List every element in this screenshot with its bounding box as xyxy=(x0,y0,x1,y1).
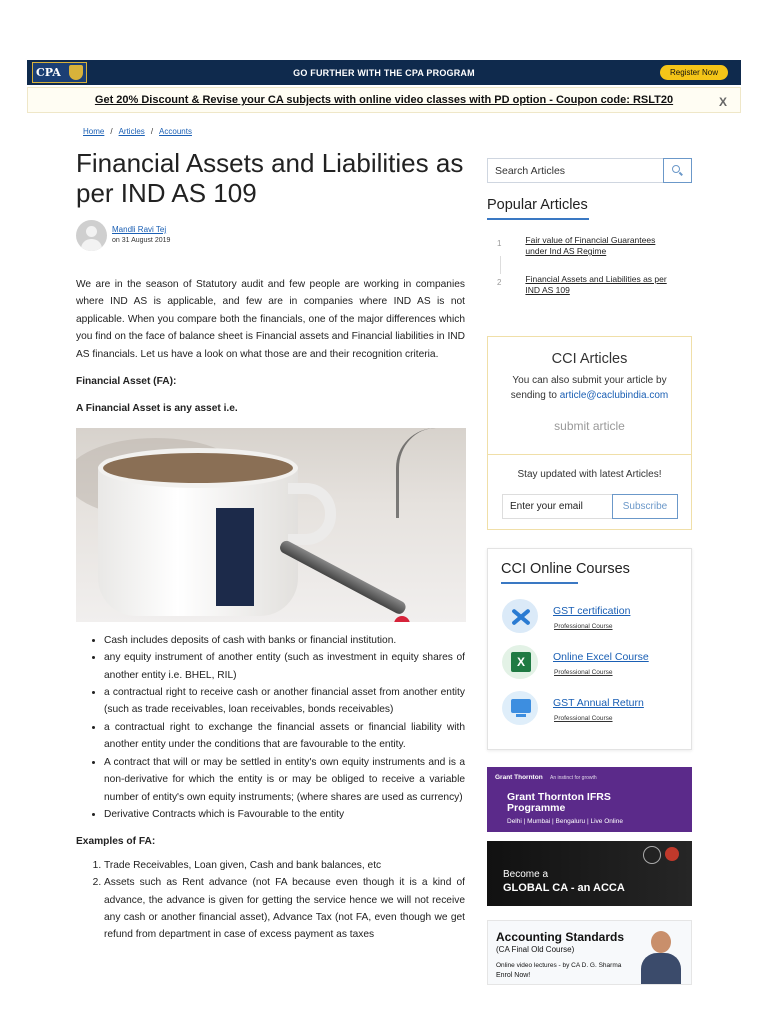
course-item-gst-certification[interactable] xyxy=(502,599,682,633)
search-input[interactable] xyxy=(487,158,663,183)
search-button[interactable] xyxy=(663,158,692,183)
submit-email-link[interactable]: article@caclubindia.com xyxy=(559,390,669,401)
ad-title: Grant Thornton IFRS Programme xyxy=(507,791,611,814)
image-glasses xyxy=(396,428,466,518)
scissors-icon xyxy=(502,599,538,633)
course-link[interactable]: Online Excel Course xyxy=(553,651,649,663)
course-tag[interactable]: Professional Course xyxy=(554,715,613,722)
ad-text: Become a xyxy=(503,869,549,880)
online-courses-title: CCI Online Courses xyxy=(501,561,630,577)
article-body xyxy=(76,276,465,944)
cpa-headline: GO FURTHER WITH THE CPA PROGRAM xyxy=(293,67,475,78)
submit-article-link[interactable]: submit article xyxy=(554,419,625,433)
heading-underline xyxy=(501,582,578,584)
ad-badge-icon xyxy=(643,846,661,864)
list-item: • Cash includes deposits of cash with banks or financial institution. xyxy=(104,632,465,649)
popular-article-number: 2 xyxy=(497,278,502,287)
list-item: • any equity instrument of another entity (such as investment in equity shares of another entity i.e. BHEL, RIL) xyxy=(104,649,465,684)
ad-badge-icon xyxy=(665,847,679,861)
cpa-promo-banner[interactable] xyxy=(27,60,741,85)
discount-link[interactable]: Get 20% Discount & Revise your CA subjects with online video classes with PD option - Coupon code: RSLT20 xyxy=(94,94,674,106)
avatar-head xyxy=(86,226,97,237)
newsletter-text: Stay updated with latest Articles! xyxy=(517,469,662,480)
financial-asset-list xyxy=(76,632,465,823)
cci-articles-title: CCI Articles xyxy=(551,351,628,367)
course-link[interactable]: GST certification xyxy=(553,605,631,617)
heading-financial-asset: Financial Asset (FA): xyxy=(76,376,177,388)
image-cup-handle xyxy=(288,483,336,545)
popular-article-link[interactable]: Financial Assets and Liabilities as per IND AS 109 xyxy=(525,274,667,295)
course-tag[interactable]: Professional Course xyxy=(554,623,613,630)
list-item: 2. Assets such as Rent advance (not FA because even though it is a kind of advance, the advance is given for getting the service hence we will not receive any cash or another financial asset), Advance Tax (not FA, even though we get refund from department in case of excess payment as taxes xyxy=(104,874,465,944)
ad-brand: Grant Thornton xyxy=(495,774,543,781)
ad-subtitle: (CA Final Old Course) xyxy=(496,945,575,954)
ad-accounting-standards[interactable] xyxy=(487,920,692,985)
breadcrumb-articles[interactable]: Articles xyxy=(118,127,145,136)
ad-cities: Delhi | Mumbai | Bengaluru | Live Online xyxy=(507,818,623,825)
list-item: 1. Trade Receivables, Loan given, Cash and bank balances, etc xyxy=(104,857,465,874)
ad-text: Online video lectures - by CA D. G. Sharma xyxy=(496,962,622,969)
heading-financial-asset-definition: A Financial Asset is any asset i.e. xyxy=(76,403,238,415)
popular-article-item[interactable] xyxy=(497,274,677,296)
ad-title: GLOBAL CA - an ACCA xyxy=(503,882,625,894)
course-link[interactable]: GST Annual Return xyxy=(553,697,644,709)
image-cup-label xyxy=(216,508,254,606)
image-cup-rim xyxy=(98,448,298,488)
excel-icon: X xyxy=(502,645,538,679)
search-icon xyxy=(672,165,683,176)
cpa-logo xyxy=(32,62,87,83)
cpa-logo-text: CPA xyxy=(36,66,61,79)
course-item-online-excel[interactable] xyxy=(502,645,682,679)
popular-articles-heading: Popular Articles xyxy=(487,197,588,213)
author-link[interactable]: Mandli Ravi Tej xyxy=(112,225,167,234)
publish-date: on 31 August 2019 xyxy=(112,237,171,244)
list-item: • a contractual right to exchange the financial assets or financial liability with another entity under the conditions that are favourable to the entity. xyxy=(104,719,465,754)
cpa-crest-icon xyxy=(69,65,83,80)
subscribe-button[interactable]: Subscribe xyxy=(612,494,678,519)
email-field[interactable] xyxy=(502,494,613,519)
close-icon[interactable]: X xyxy=(718,95,727,109)
instructor-photo xyxy=(641,929,681,984)
list-item: • a contractual right to receive cash or another financial asset from another entity (such as trade receivables, loan receivables, bonds receivables) xyxy=(104,684,465,719)
online-courses-box xyxy=(487,548,692,750)
ad-acca[interactable] xyxy=(487,841,692,906)
article-intro: We are in the season of Statutory audit and few people are working in companies where IND AS is applicable, and few are in companies where IND AS is not applicable. When you compare both the financials, one of the major differences which you find on the face of balance sheet is Financial assets and Financial liabilities in IND AS financials. Let us have a look on what those are and their recognition criteria. xyxy=(76,279,465,360)
avatar xyxy=(76,220,107,251)
image-pen-tip xyxy=(394,616,410,622)
ad-title: Accounting Standards xyxy=(496,930,625,944)
examples-list xyxy=(76,857,465,944)
cci-articles-box xyxy=(487,336,692,530)
search-box xyxy=(487,158,692,183)
heading-underline xyxy=(487,218,589,220)
discount-bar xyxy=(27,87,741,113)
popular-article-number: 1 xyxy=(497,239,502,248)
ad-tagline: An instinct for growth xyxy=(550,775,597,781)
register-now-button[interactable]: Register Now xyxy=(660,65,728,80)
course-tag[interactable]: Professional Course xyxy=(554,669,613,676)
popular-article-item[interactable] xyxy=(497,235,677,257)
list-item: • A contract that will or may be settled in entity's own equity instruments and is a non-derivative for which the entity is or may be obliged to receive a variable number of entity's own equity instruments; (where shares are used as currency) xyxy=(104,754,465,806)
popular-article-link[interactable]: Fair value of Financial Guarantees under Ind AS Regime xyxy=(525,235,656,256)
ad-cta: Enrol Now! xyxy=(496,972,531,979)
breadcrumb xyxy=(83,127,192,136)
avatar-body xyxy=(81,239,102,251)
heading-examples: Examples of FA: xyxy=(76,836,156,848)
breadcrumb-accounts[interactable]: Accounts xyxy=(159,127,192,136)
cci-desc-text: You can also submit your article by sending to xyxy=(510,375,667,401)
breadcrumb-home[interactable]: Home xyxy=(83,127,105,136)
divider xyxy=(488,454,691,455)
cci-articles-description xyxy=(498,373,681,403)
popular-divider xyxy=(500,256,501,274)
breadcrumb-separator: / xyxy=(110,127,113,136)
ad-grant-thornton[interactable] xyxy=(487,767,692,832)
monitor-icon xyxy=(502,691,538,725)
coffee-cup-image xyxy=(76,428,466,622)
page-title: Financial Assets and Liabilities as per IND AS 109 xyxy=(76,148,464,208)
list-item: • Derivative Contracts which is Favourable to the entity xyxy=(104,806,465,823)
course-item-gst-annual-return[interactable] xyxy=(502,691,682,725)
breadcrumb-separator: / xyxy=(150,127,154,136)
